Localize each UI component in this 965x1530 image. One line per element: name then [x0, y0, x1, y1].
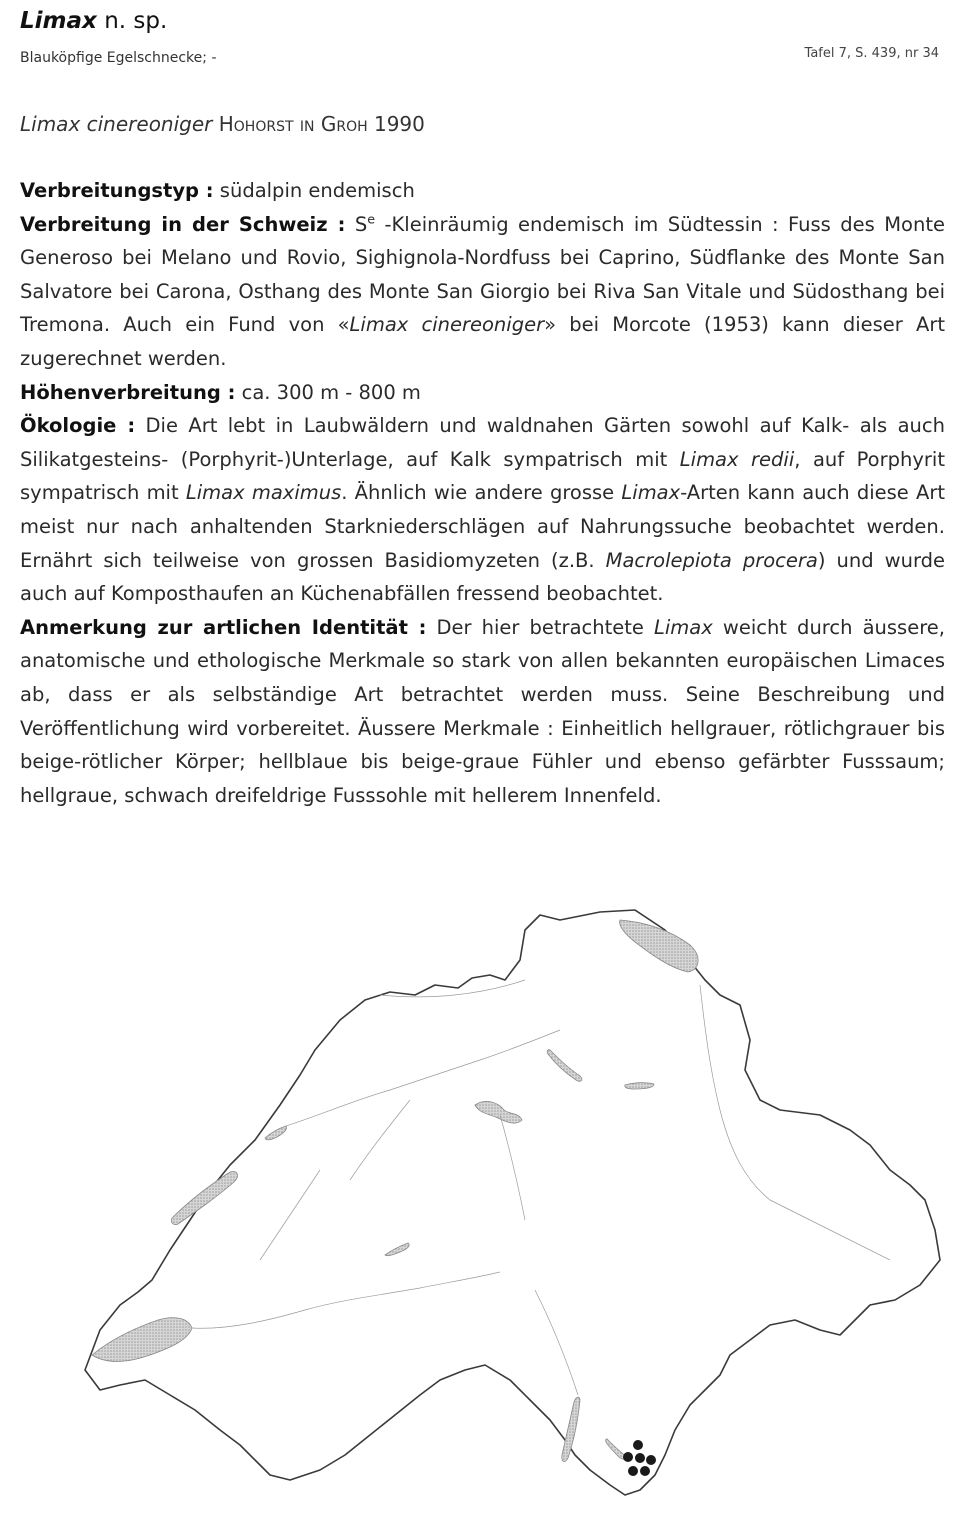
- occurrence-dot: [646, 1455, 656, 1465]
- species-title: [20, 8, 167, 34]
- oekologie-text-4: -Arten kann auch diese Art meist nur nach anhaltenden Starkniederschlägen auf Nahrungssuche beobachtet werden. Ernährt sich teilweise von grossen Basidiomyzeten (z.B.: [20, 481, 945, 572]
- occurrence-dot: [628, 1466, 638, 1476]
- verbreitung-schweiz-label: Verbreitung in der Schweiz :: [20, 212, 346, 236]
- occurrence-dot: [640, 1466, 650, 1476]
- hoehenverbreitung-label: Höhenverbreitung :: [20, 380, 236, 404]
- occurrence-dot: [635, 1453, 645, 1463]
- oekologie-text-2: , auf Porphyrit sympatrisch mit: [20, 447, 945, 505]
- verbreitungstyp-label: Verbreitungstyp :: [20, 179, 214, 202]
- oekologie-label: Ökologie :: [20, 414, 136, 438]
- anmerkung-label: Anmerkung zur artlichen Identität :: [20, 615, 427, 639]
- oekologie-italic-1: Limax redii: [679, 447, 795, 471]
- verbreitungstyp-text: südalpin endemisch: [219, 179, 415, 202]
- tafel-reference: Tafel 7, S. 439, nr 34: [804, 46, 939, 61]
- synonym-line: [20, 112, 425, 136]
- occurrence-dot: [633, 1440, 643, 1450]
- section-anmerkung: [20, 611, 945, 813]
- switzerland-map-svg: [80, 900, 960, 1520]
- section-hoehenverbreitung: [20, 376, 945, 410]
- occurrence-dot: [623, 1452, 633, 1462]
- section-verbreitungstyp: [20, 174, 945, 208]
- oekologie-text-1: Die Art lebt in Laubwäldern und waldnahen Gärten sowohl auf Kalk- als auch Silikatgesteins- (Porphyrit-)Unterlage, auf Kalk sympatrisch mit: [20, 414, 945, 471]
- region-code: S: [354, 212, 368, 236]
- species-description: [20, 174, 945, 812]
- region-code-sup: e: [367, 211, 376, 227]
- section-oekologie: [20, 409, 945, 611]
- verbreitung-schweiz-text-2: » bei Morcote (1953) kann dieser Art zugerechnet werden.: [20, 313, 945, 370]
- verbreitung-schweiz-text-1: -Kleinräumig endemisch im Südtessin : Fuss des Monte Generoso bei Melano und Rovio, Sighignola-Nordfuss bei Caprino, Südflanke des Monte San Salvatore bei Carona, Osthang des Monte San Giorgio bei Riva San Vitale und Südosthang bei Tremona. Auch ein Fund von «: [20, 212, 945, 337]
- oekologie-italic-3: Limax: [621, 481, 681, 505]
- common-name: Blauköpfige Egelschnecke; -: [20, 50, 217, 66]
- genus-name: Limax: [20, 8, 97, 34]
- synonym-author: Hohorst in Groh 1990: [218, 112, 425, 136]
- oekologie-italic-2: Limax maximus: [185, 481, 342, 505]
- distribution-map: [80, 900, 960, 1520]
- synonym-name: Limax cinereoniger: [20, 112, 213, 136]
- oekologie-text-5: ) und wurde auch auf Komposthaufen an Küchenabfällen fressend beobachtet.: [20, 548, 946, 606]
- hoehenverbreitung-text: ca. 300 m - 800 m: [241, 380, 421, 404]
- section-verbreitung-schweiz: [20, 208, 945, 376]
- anmerkung-text-1: Der hier betrachtete: [436, 615, 654, 639]
- verbreitung-schweiz-italic-1: Limax cinereoniger: [349, 313, 545, 337]
- oekologie-text-3: . Ähnlich wie andere grosse: [341, 481, 622, 505]
- oekologie-italic-4: Macrolepiota procera: [605, 548, 818, 572]
- species-suffix: n. sp.: [104, 8, 168, 34]
- anmerkung-italic-1: Limax: [653, 615, 713, 639]
- switzerland-outline: [85, 910, 940, 1495]
- anmerkung-text-2: weicht durch äussere, anatomische und ethologische Merkmale so stark von allen bekannten europäischen Limaces ab, dass er als selbständige Art betrachtet werden muss. Seine Beschreibung und Veröffentlichung wird vorbereitet. Äussere Merkmale : Einheitlich hellgrauer, rötlichgrauer bis beige-rötlicher Körper; hellblaue bis beige-graue Fühler und ebenso gefärbter Fusssaum; hellgraue, schwach dreifeldrige Fusssohle mit hellerem Innenfeld.: [20, 615, 945, 807]
